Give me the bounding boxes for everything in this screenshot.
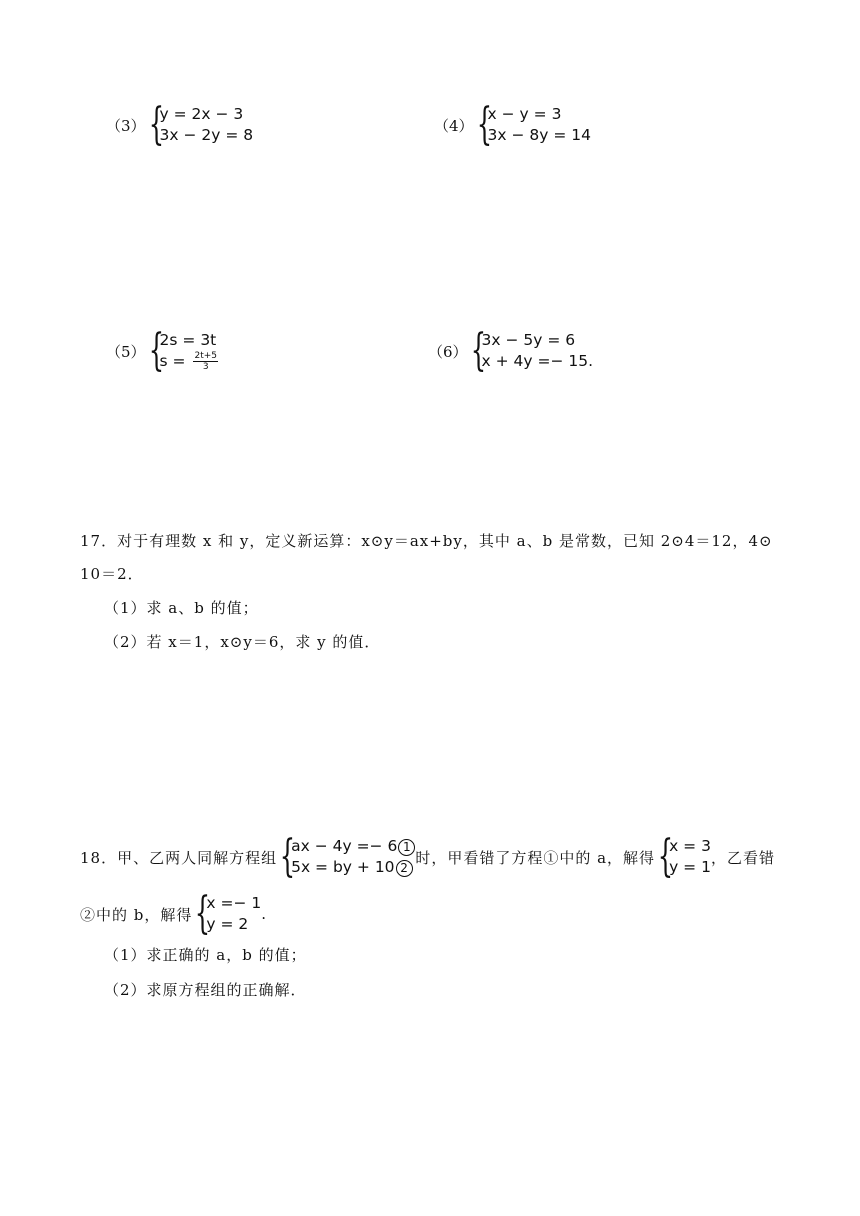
q17-part1: （1）求 a、b 的值； (104, 599, 259, 617)
problem-5 (106, 325, 218, 376)
left-brace: { (148, 325, 164, 376)
left-brace: { (470, 325, 486, 376)
equation: s = $\frac{2t+5}{3}$ (159, 351, 217, 372)
q18-part2: （2）求原方程组的正确解． (104, 981, 307, 999)
equation: y = 1 (669, 858, 711, 876)
problem-label: （3） (106, 116, 146, 135)
equation-system (474, 99, 592, 150)
left-brace: { (148, 99, 164, 150)
q18-line2 (80, 888, 268, 939)
equation: x = 3 (669, 837, 711, 855)
q17-line1: 17．对于有理数 x 和 y，定义新运算：x⊙y＝ax+by，其中 a、b 是常数，已知 2⊙4＝12，4⊙ (80, 532, 773, 550)
q17-line2: 10＝2． (80, 565, 144, 583)
problem-label: （6） (428, 342, 468, 361)
left-brace: { (657, 831, 674, 882)
q18-line2-prefix: ②中的 b，解得 (80, 905, 193, 924)
equation: y = 2x − 3 (159, 105, 244, 123)
left-brace: { (279, 831, 296, 882)
fraction: $\frac{2t+5}{3}$ (194, 351, 217, 372)
q18-part1: （1）求正确的 a，b 的值； (104, 946, 307, 964)
equation-system (468, 325, 594, 376)
q18-intro: 18．甲、乙两人同解方程组 (80, 848, 278, 867)
problem-4 (434, 99, 592, 150)
problem-6 (428, 325, 594, 376)
equation: 2s = 3t (159, 331, 217, 349)
equation-1: ax − 4y =− 6 1 (291, 836, 415, 857)
equation: x + 4y =− 15. (481, 352, 594, 370)
solution-system-1 (655, 831, 711, 882)
problem-label: （5） (106, 342, 146, 361)
circle-two-icon: 2 (396, 860, 413, 877)
equation: 3x − 5y = 6 (481, 331, 576, 349)
equation: 3x − 8y = 14 (487, 126, 592, 144)
q18-line1 (80, 831, 775, 882)
equation-2: 5x = by + 10 2 (291, 857, 415, 878)
equation-system (277, 831, 415, 882)
q18-after-sol1: ，乙看错 (710, 848, 775, 867)
q17-part2: （2）若 x＝1，x⊙y＝6，求 y 的值． (104, 633, 381, 651)
circle-one-icon: 1 (398, 839, 415, 856)
q18-line2-suffix: . (261, 905, 268, 923)
equation: y = 2 (206, 915, 249, 933)
equation-system (146, 99, 254, 150)
equation: 3x − 2y = 8 (159, 126, 254, 144)
q18-mid: 时，甲看错了方程①中的 a，解得 (415, 848, 656, 867)
solution-system-2 (192, 888, 262, 939)
left-brace: { (476, 99, 492, 150)
equation-system (146, 325, 218, 376)
left-brace: { (195, 888, 212, 939)
equation: x − y = 3 (487, 105, 562, 123)
problem-label: （4） (434, 116, 474, 135)
problem-3 (106, 99, 254, 150)
equation: x =− 1 (206, 894, 262, 912)
